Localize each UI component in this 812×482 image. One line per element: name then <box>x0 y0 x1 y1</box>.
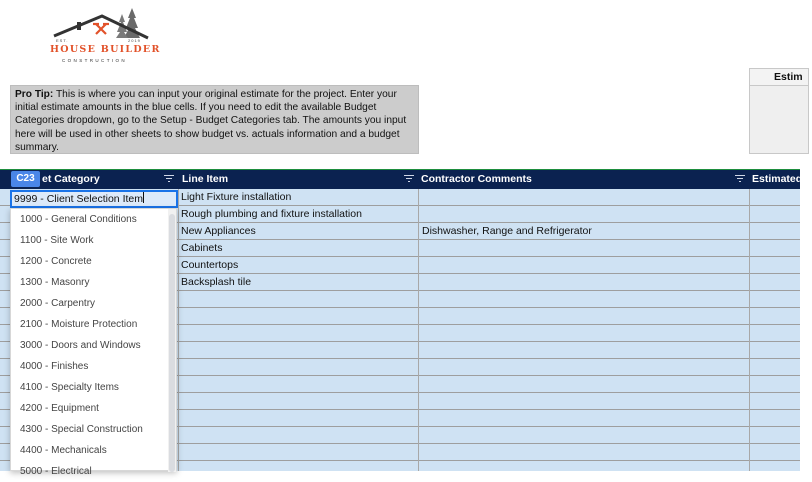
dropdown-option[interactable]: 4100 - Specialty Items <box>20 382 119 393</box>
dropdown-scrollbar[interactable] <box>169 214 175 472</box>
pro-tip-label: Pro Tip: <box>15 89 54 100</box>
dropdown-option[interactable]: 1100 - Site Work <box>20 235 94 246</box>
dropdown-option[interactable]: 4200 - Equipment <box>20 403 99 414</box>
dropdown-option[interactable]: 1300 - Masonry <box>20 277 90 288</box>
budget-category-input[interactable] <box>10 190 178 208</box>
dropdown-option[interactable]: 5000 - Electrical <box>20 466 92 477</box>
comments-cell[interactable]: Dishwasher, Range and Refrigerator <box>422 225 592 237</box>
logo-sub-text: CONSTRUCTION <box>62 58 128 63</box>
table-header-row <box>0 170 803 189</box>
header-contractor-comments[interactable]: Contractor Comments <box>421 173 532 185</box>
text-cursor <box>143 192 144 203</box>
filter-icon[interactable] <box>404 175 414 183</box>
logo-year-label: 2019 <box>128 38 141 43</box>
cell-reference-badge: C23 <box>11 171 40 187</box>
line-item-cell[interactable]: Backsplash tile <box>181 276 252 288</box>
line-item-cell[interactable]: Cabinets <box>181 242 223 254</box>
logo-brand-text: HOUSE BUILDER <box>50 44 161 55</box>
dropdown-option[interactable]: 4000 - Finishes <box>20 361 89 372</box>
header-budget-category[interactable]: et Category <box>42 173 100 185</box>
comments-cell[interactable] <box>419 206 749 223</box>
dropdown-option[interactable]: 4400 - Mechanicals <box>20 445 107 456</box>
active-cell-value: 9999 - Client Selection Item <box>14 193 143 205</box>
pro-tip-text: This is where you can input your original estimate for the project. Enter your initial estimate amounts in the blue cells. If you need to edit the available Budget Categories dropdown, go to the Setup - Budget Categories tab. The amounts you input here will be used in other sheets to show budget vs. actuals information and a budget summary. <box>15 89 407 153</box>
estimate-summary-header: Estim <box>750 69 808 86</box>
dropdown-option[interactable]: 2000 - Carpentry <box>20 298 96 309</box>
pro-tip-box <box>10 85 419 154</box>
line-item-cell[interactable]: New Appliances <box>181 225 256 237</box>
logo-est-label: EST. <box>56 38 69 43</box>
comments-cell[interactable] <box>419 274 749 291</box>
company-logo <box>44 6 161 64</box>
line-item-cell[interactable]: Countertops <box>181 259 239 271</box>
dropdown-option[interactable]: 4300 - Special Construction <box>20 424 143 435</box>
filter-icon[interactable] <box>735 175 745 183</box>
dropdown-option[interactable]: 2100 - Moisture Protection <box>20 319 138 330</box>
estimate-summary-box <box>749 68 809 154</box>
column-divider <box>178 189 179 471</box>
line-item-cell[interactable]: Light Fixture installation <box>181 191 292 203</box>
filter-icon[interactable] <box>164 175 174 183</box>
comments-cell[interactable] <box>419 189 749 206</box>
header-line-item[interactable]: Line Item <box>182 173 229 185</box>
column-divider <box>749 189 750 471</box>
dropdown-option[interactable]: 1200 - Concrete <box>20 256 92 267</box>
header-estimated[interactable]: Estimated <box>752 173 803 185</box>
line-item-cell[interactable]: Rough plumbing and fixture installation <box>181 208 362 220</box>
comments-cell[interactable] <box>419 240 749 257</box>
dropdown-option[interactable]: 1000 - General Conditions <box>20 214 137 225</box>
comments-cell[interactable] <box>419 257 749 274</box>
budget-category-dropdown[interactable] <box>10 208 177 477</box>
dropdown-option[interactable]: 3000 - Doors and Windows <box>20 340 141 351</box>
column-divider <box>418 189 419 471</box>
